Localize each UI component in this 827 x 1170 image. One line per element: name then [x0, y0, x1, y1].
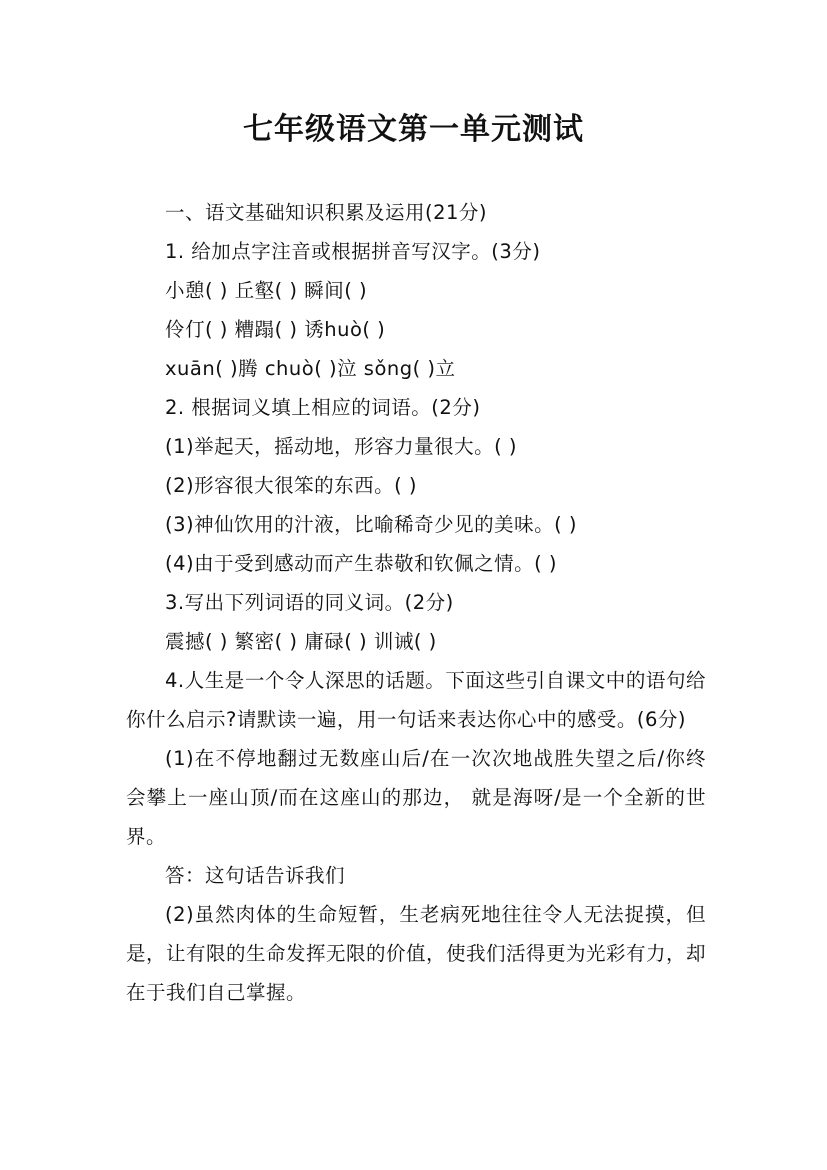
question-1-line-1: 小憩( ) 丘壑( ) 瞬间( ): [165, 279, 368, 302]
question-4-quote-1: (1)在不停地翻过无数座山后/在一次次地战胜失望之后/你终会攀上一座山顶/而在这座山的那边， 就是海呀/是一个全新的世界。: [126, 747, 706, 848]
question-1-line-2: 伶仃( ) 糟蹋( ) 诱huò( ): [165, 318, 386, 341]
question-1-prompt: 1. 给加点字注音或根据拼音写汉字。(3分): [165, 240, 541, 263]
question-4-answer-1: 答：这句话告诉我们: [165, 864, 346, 887]
question-4-quote-2: (2)虽然肉体的生命短暂，生老病死地往往令人无法捉摸，但是，让有限的生命发挥无限的价值，使我们活得更为光彩有力，却在于我们自己掌握。: [126, 903, 707, 1004]
question-2-prompt: 2. 根据词义填上相应的词语。(2分): [165, 396, 481, 419]
document-body: [126, 193, 706, 1012]
question-2-item-4: (4)由于受到感动而产生恭敬和钦佩之情。( ): [165, 552, 558, 575]
question-4-prompt: 4.人生是一个令人深思的话题。下面这些引自课文中的语句给你什么启示?请默读一遍，用一句话来表达你心中的感受。(6分): [126, 669, 706, 731]
question-2-item-1: (1)举起天，摇动地，形容力量很大。( ): [165, 435, 518, 458]
question-2-item-3: (3)神仙饮用的汁液，比喻稀奇少见的美味。( ): [165, 513, 578, 536]
question-3-prompt: 3.写出下列词语的同义词。(2分): [165, 591, 454, 614]
question-3-items: 震撼( ) 繁密( ) 庸碌( ) 训诫( ): [165, 630, 437, 653]
question-2-item-2: (2)形容很大很笨的东西。( ): [165, 474, 418, 497]
question-1-line-3: xuān( )腾 chuò( )泣 sǒng( )立: [165, 357, 456, 380]
section-heading: 一、语文基础知识积累及运用(21分): [165, 201, 488, 224]
page-title: 七年级语文第一单元测试: [243, 112, 584, 147]
